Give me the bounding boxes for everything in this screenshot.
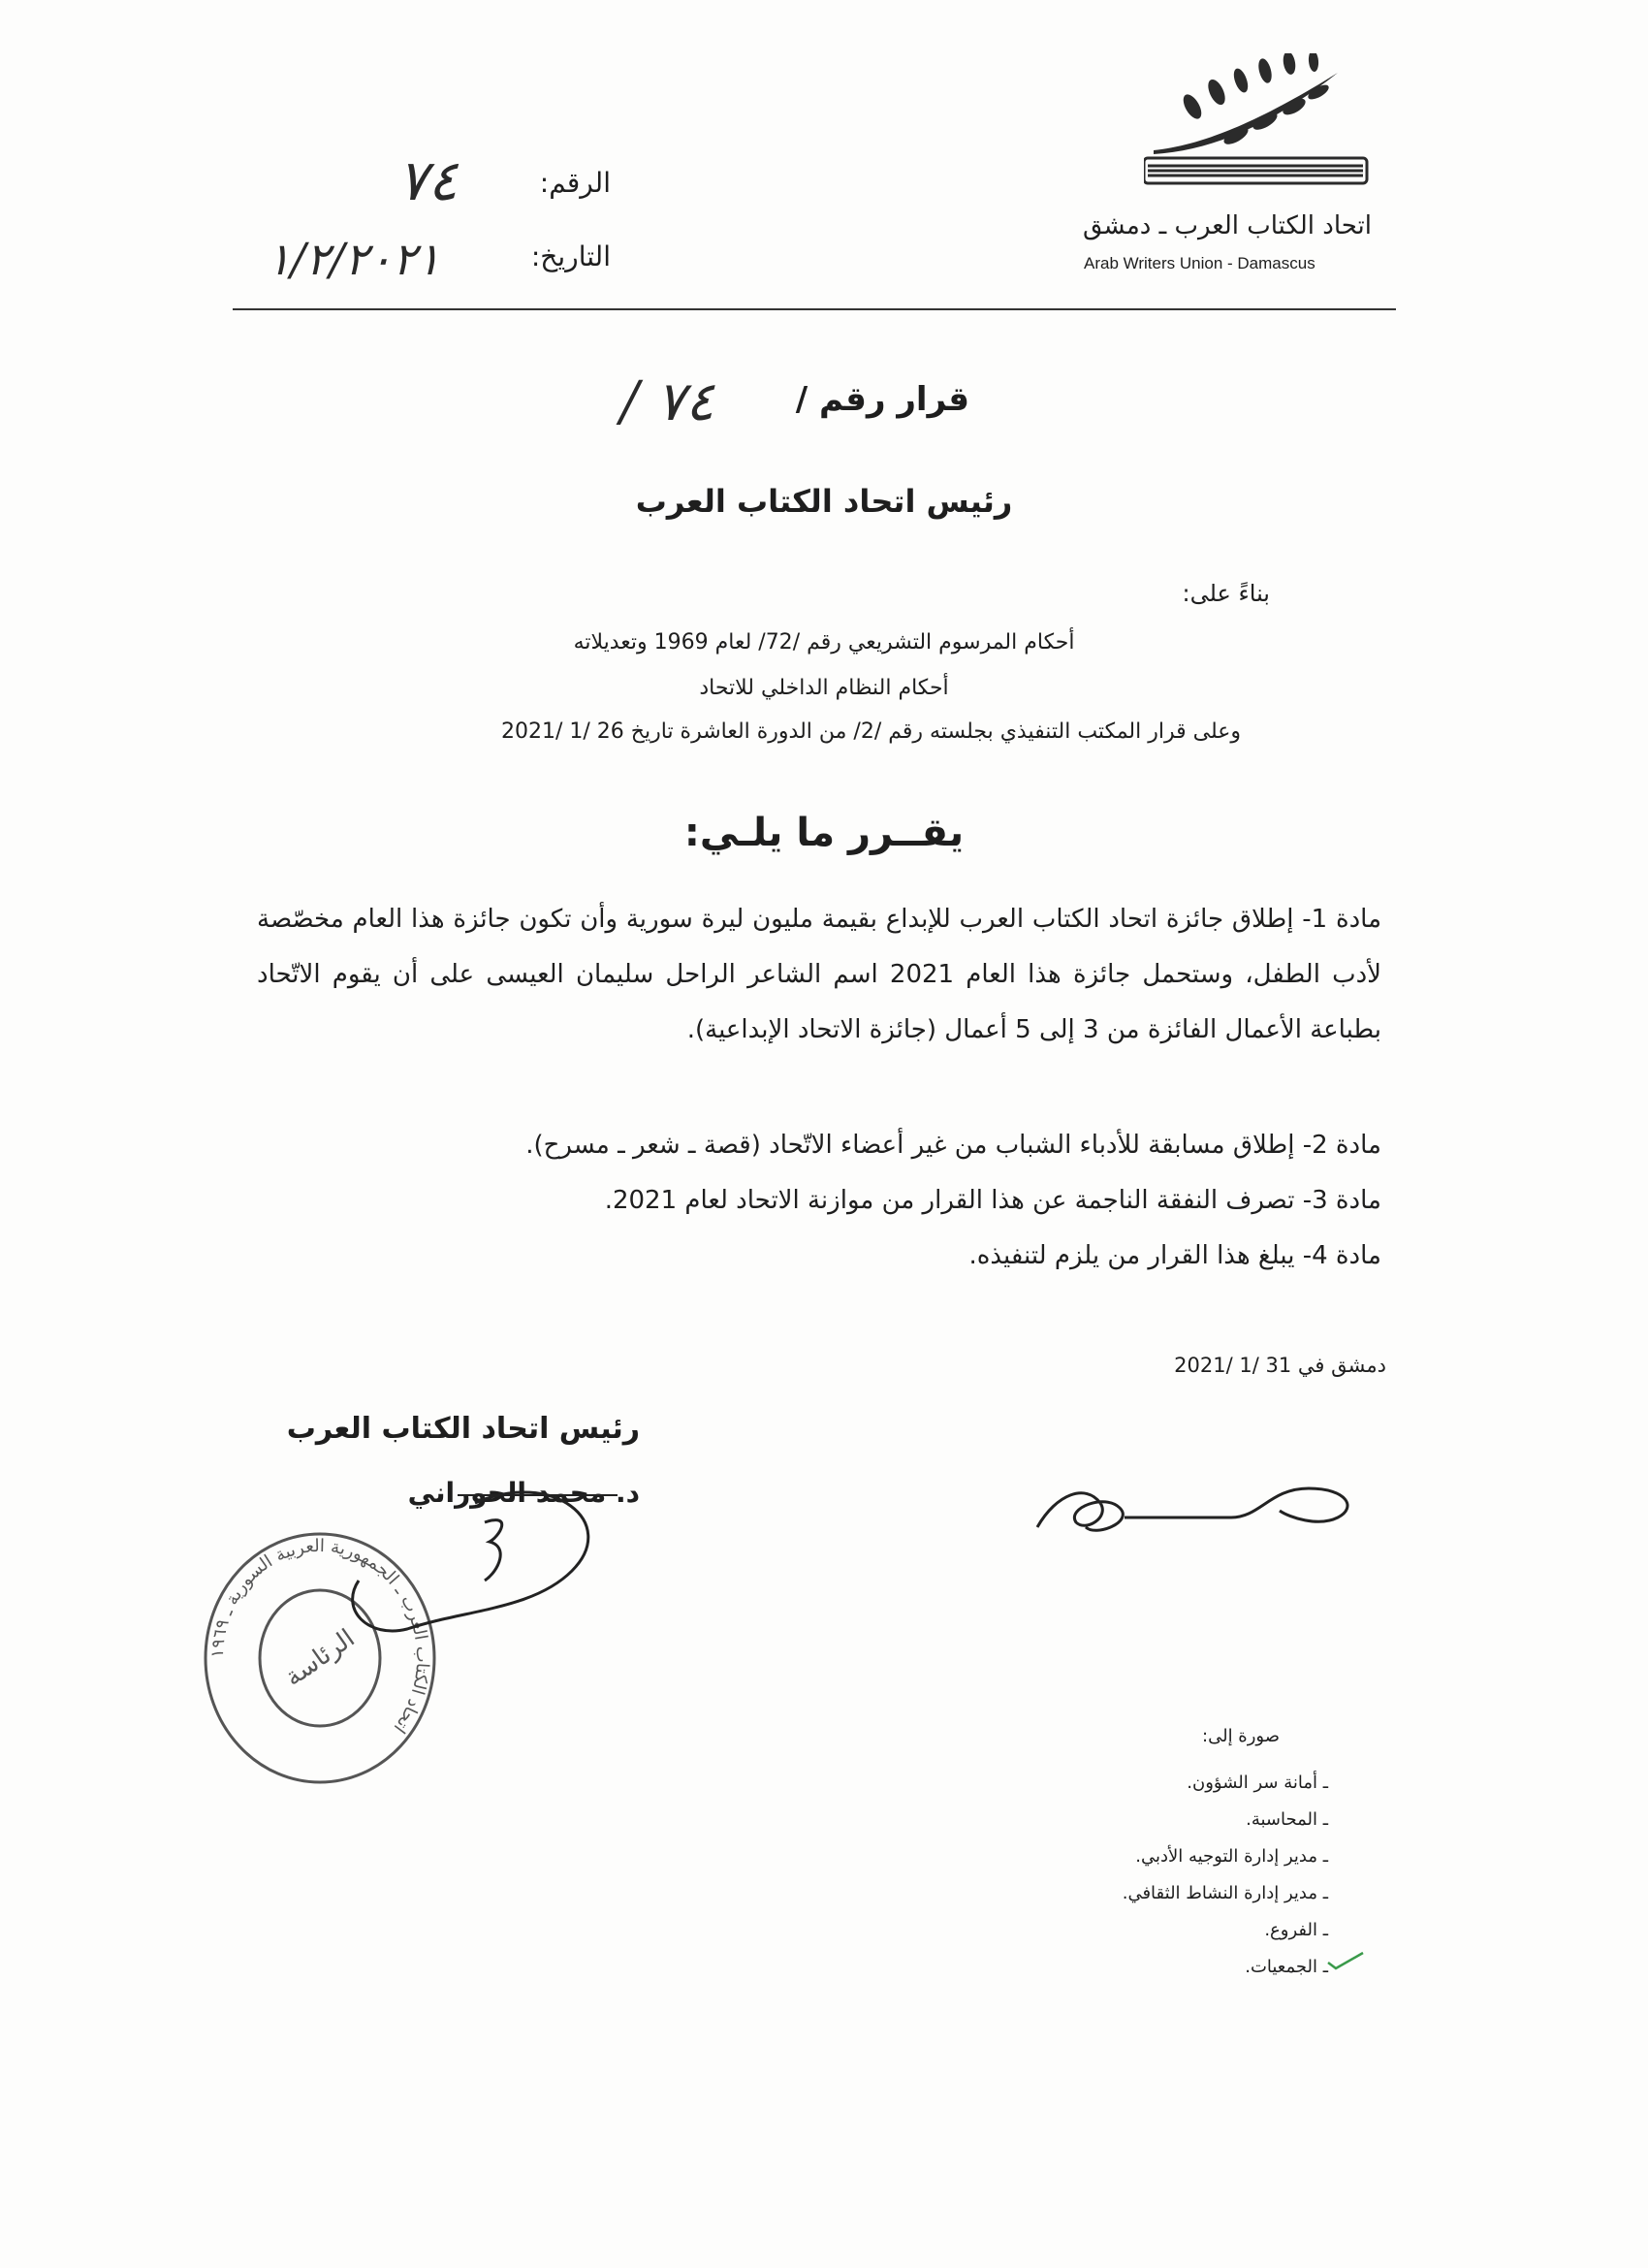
date-label: التاريخ: xyxy=(530,240,611,272)
cc-item: ـ الجمعيات. xyxy=(1245,1957,1328,1977)
org-name-english: Arab Writers Union - Damascus xyxy=(1084,254,1315,272)
second-signature xyxy=(1028,1464,1377,1551)
stamp-ring-text: اتحاد الكتاب العرب ـ الجمهورية العربية السورية ـ ١٩٦٩ xyxy=(206,1535,433,1738)
article-text: تصرف النفقة الناجمة عن هذا القرار من موازنة الاتحاد لعام 2021. xyxy=(604,1186,1295,1215)
cc-title: صورة إلى: xyxy=(1202,1726,1280,1746)
cc-item: ـ أمانة سر الشؤون. xyxy=(1187,1773,1328,1793)
header-divider xyxy=(233,308,1396,310)
article-text: إطلاق مسابقة للأدباء الشباب من غير أعضاء الاتّحاد (قصة ـ شعر ـ مسرح). xyxy=(525,1131,1295,1160)
org-name-arabic: اتحاد الكتاب العرب ـ دمشق xyxy=(1082,211,1372,240)
place-and-date: دمشق في 31 /1 /2021 xyxy=(1174,1354,1386,1377)
olive-branch-book-logo xyxy=(1144,53,1377,208)
issuer-heading: رئيس اتحاد الكتاب العرب xyxy=(635,483,1013,520)
green-check-mark xyxy=(1326,1951,1365,1970)
cc-item: ـ المحاسبة. xyxy=(1246,1809,1328,1830)
preamble-item: أحكام المرسوم التشريعي رقم /72/ لعام 1969 وتعديلاته xyxy=(573,630,1075,655)
preamble-item: وعلى قرار المكتب التنفيذي بجلسته رقم /2/ من الدورة العاشرة تاريخ 26 /1 /2021 xyxy=(500,719,1241,744)
article-label: مادة 4- xyxy=(1302,1241,1381,1270)
preamble-item: أحكام النظام الداخلي للاتحاد xyxy=(699,676,949,700)
article-text: إطلاق جائزة اتحاد الكتاب العرب للإبداع بقيمة مليون ليرة سورية وأن تكون جائزة هذا العام مخصّصة لأدب الطفل، وستحمل جائزة هذا العام 2021 اسم الشاعر الراحل سليمان العيسى على أن يقوم الاتّحاد بطباعة الأعمال الفائزة من 3 إلى 5 أعمال (جائزة الاتحاد الإبداعية). xyxy=(257,905,1382,1044)
date-handwritten: ١/٢/٢٠٢١ xyxy=(267,233,441,285)
article-label: مادة 1- xyxy=(1302,905,1381,934)
decides-heading: يقــرر ما يلـي: xyxy=(683,811,965,855)
article-2 xyxy=(238,1118,1381,1173)
article-1 xyxy=(257,892,1381,1058)
ref-number-handwritten: ٧٤ xyxy=(397,147,459,213)
article-3 xyxy=(257,1173,1381,1229)
decision-title: قرار رقم / xyxy=(795,380,969,419)
handwritten-signature xyxy=(330,1464,620,1658)
cc-list xyxy=(1123,1765,1328,1986)
article-label: مادة 3- xyxy=(1302,1186,1381,1215)
article-label: مادة 2- xyxy=(1302,1131,1381,1160)
article-text: يبلغ هذا القرار من يلزم لتنفيذه. xyxy=(968,1241,1295,1270)
cc-item: ـ الفروع. xyxy=(1264,1920,1328,1940)
signatory-title: رئيس اتحاد الكتاب العرب xyxy=(286,1412,640,1446)
cc-item: ـ مدير إدارة التوجيه الأدبي. xyxy=(1135,1846,1328,1867)
stamp-center-text: الرئاسة xyxy=(279,1623,361,1693)
based-on-label: بناءً على: xyxy=(1182,580,1270,607)
ref-number-label: الرقم: xyxy=(539,167,611,199)
article-4 xyxy=(257,1229,1381,1284)
decision-number-handwritten: / ٧٤ xyxy=(620,370,714,433)
signatory-name: د. محمد الحوراني xyxy=(407,1477,640,1509)
cc-item: ـ مدير إدارة النشاط الثقافي. xyxy=(1122,1883,1328,1903)
